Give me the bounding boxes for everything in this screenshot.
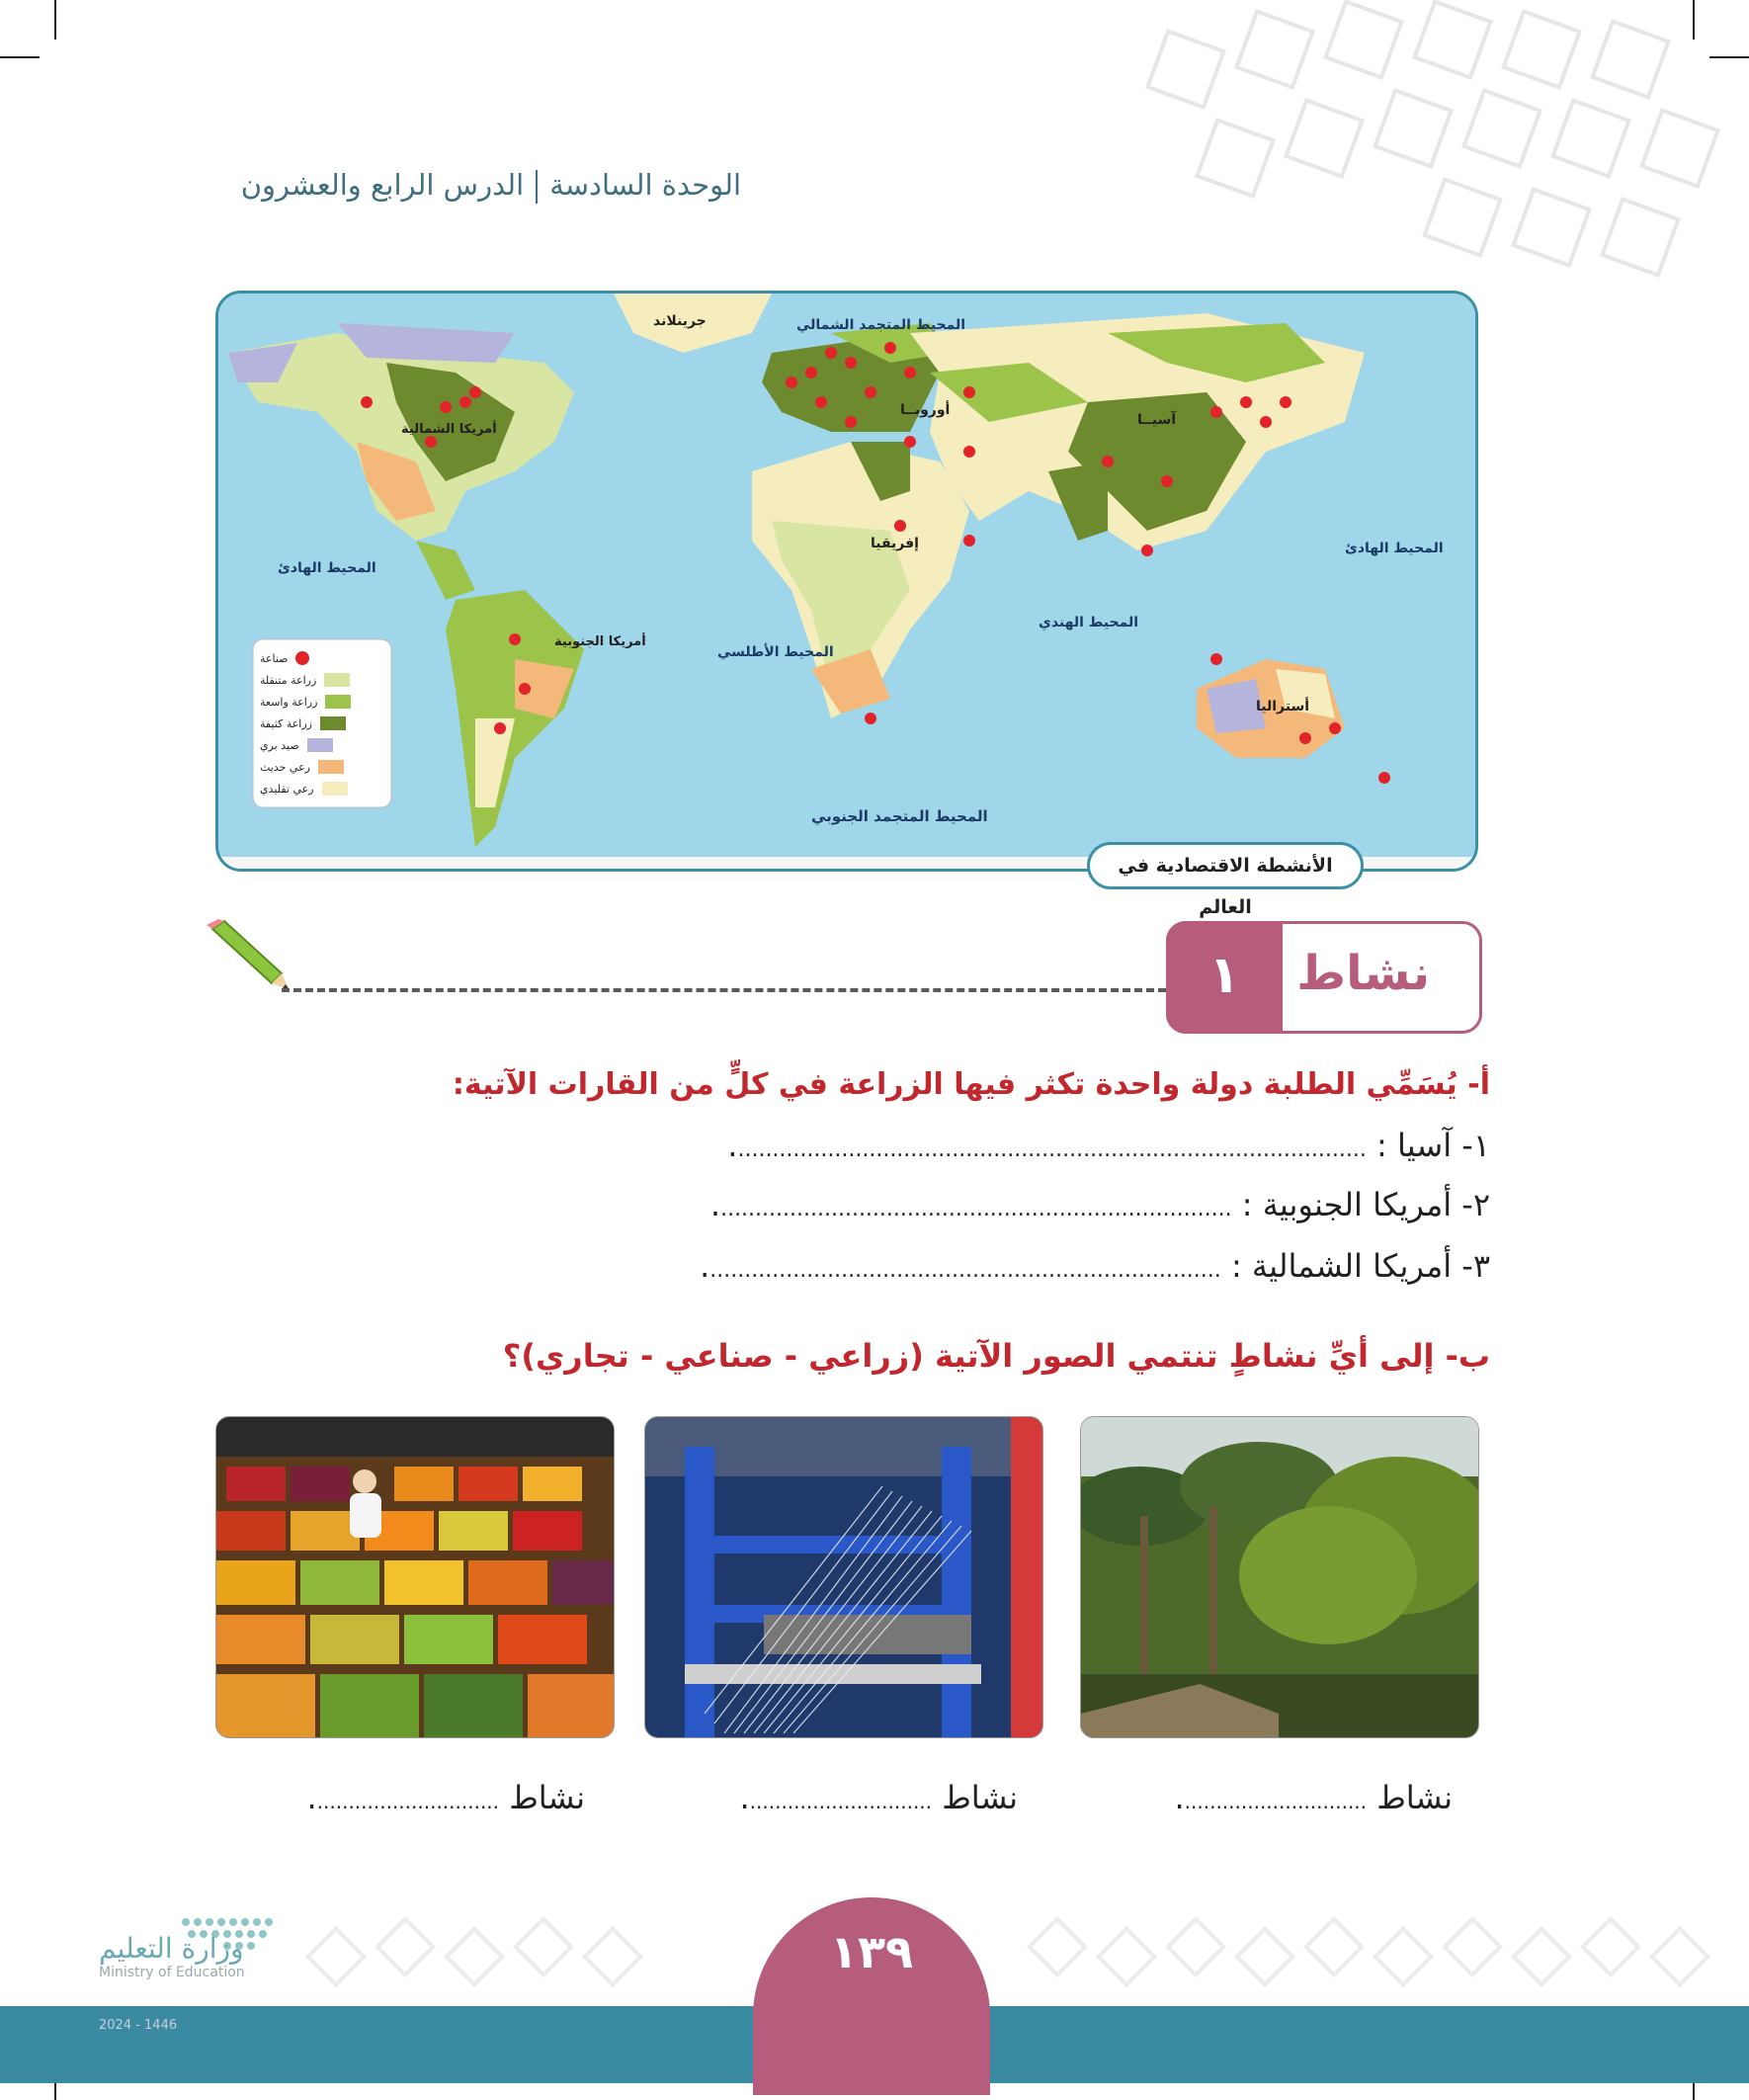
- answer-line-north-america[interactable]: [700, 1247, 1490, 1285]
- legend-swatch: [318, 760, 344, 774]
- map-drawing: [218, 294, 1478, 872]
- label-atlantic: المحيط الأطلسي: [717, 644, 834, 660]
- label-south-america: أمريكا الجنوبية: [554, 634, 646, 649]
- answer-label: ٢- أمريكا الجنوبية :: [1241, 1186, 1490, 1223]
- answer-dots: ..........................................................................: [720, 1197, 1232, 1221]
- answer-end: .: [306, 1779, 317, 1816]
- answer-dots: ...........................................................................................: [737, 1137, 1367, 1162]
- answer-photo-3[interactable]: [306, 1779, 585, 1816]
- legend-swatch: [325, 695, 351, 709]
- legend-swatch: [295, 651, 309, 665]
- photo-textile-factory: [644, 1416, 1043, 1738]
- label-europe: أوروبــا: [900, 402, 951, 418]
- legend-item: زراعة متنقلة: [260, 669, 386, 691]
- answer-dots: .............................: [749, 1790, 933, 1813]
- header-separator: [536, 170, 538, 204]
- answer-label: نشاط: [509, 1779, 585, 1816]
- lesson-header: [241, 168, 741, 204]
- answer-dots: ..........................................................................: [709, 1258, 1221, 1283]
- label-north-america: أمريكا الشمالية: [401, 422, 497, 437]
- legend-item: زراعة واسعة: [260, 691, 386, 713]
- footer-decorative-tiles: [296, 1878, 1749, 2006]
- answer-line-asia[interactable]: [727, 1127, 1490, 1164]
- legend-item: صيد بري: [260, 734, 386, 756]
- decorative-tiles: [1057, 0, 1749, 296]
- label-arctic: المحيط المتجمد الشمالي: [796, 317, 966, 333]
- unit-title: الوحدة السادسة: [549, 168, 741, 202]
- label-asia: آسيــا: [1137, 412, 1177, 428]
- activity-label: نشاط: [1296, 946, 1430, 1001]
- legend-item: رعي تقليدي: [260, 778, 386, 799]
- answer-end: .: [727, 1127, 738, 1164]
- legend-swatch: [320, 716, 346, 730]
- world-economic-map: [215, 291, 1478, 872]
- label-indian: المحيط الهندي: [1039, 615, 1139, 630]
- answer-end: .: [739, 1779, 750, 1816]
- legend-item: رعي حديث: [260, 756, 386, 778]
- crop-mark: [0, 56, 40, 58]
- ministry-name-en: Ministry of Education: [99, 1965, 245, 1980]
- question-b: ب- إلى أيِّ نشاطٍ تنتمي الصور الآتية (زراعي - صناعي - تجاري)؟: [502, 1337, 1490, 1375]
- answer-label: نشاط: [942, 1779, 1018, 1816]
- answer-end: .: [700, 1247, 710, 1285]
- answer-label: نشاط: [1376, 1779, 1453, 1816]
- map-caption: الأنشطة الاقتصادية في العالم: [1087, 842, 1364, 889]
- label-southern: المحيط المتجمد الجنوبي: [811, 807, 988, 825]
- label-greenland: جرينلاند: [653, 313, 707, 329]
- page-number: ١٣٩: [829, 1925, 914, 1978]
- legend-item: زراعة كثيفة: [260, 713, 386, 734]
- photo-fruit-market: [215, 1416, 615, 1738]
- photo-date-palms: [1080, 1416, 1479, 1738]
- answer-dots: .............................: [316, 1790, 500, 1813]
- pencil-icon: [203, 919, 292, 993]
- label-australia: أستراليا: [1256, 699, 1310, 714]
- edition-year: 2024 - 1446: [99, 2018, 178, 2033]
- question-a: أ- يُسَمِّي الطلبة دولة واحدة تكثر فيها الزراعة في كلٍّ من القارات الآتية:: [452, 1067, 1490, 1102]
- lesson-title: الدرس الرابع والعشرون: [240, 168, 525, 202]
- ministry-name: وزارة التعليم: [99, 1932, 244, 1965]
- label-pacific-left: المحيط الهادئ: [278, 560, 376, 576]
- crop-mark: [54, 0, 56, 40]
- answer-photo-2[interactable]: [739, 1779, 1018, 1816]
- activity-number: ١: [1166, 921, 1283, 1034]
- answer-label: ٣- أمريكا الشمالية :: [1230, 1247, 1490, 1285]
- answer-end: .: [709, 1186, 721, 1223]
- label-pacific-right: المحيط الهادئ: [1345, 541, 1444, 556]
- label-africa: إفريقيا: [871, 536, 919, 551]
- legend-swatch: [322, 782, 348, 796]
- answer-line-south-america[interactable]: [710, 1186, 1490, 1223]
- legend-swatch: [324, 673, 350, 687]
- legend-list: [260, 647, 386, 799]
- answer-end: .: [1174, 1779, 1185, 1816]
- activity-box: [1166, 921, 1482, 1034]
- answer-label: ١- آسيا :: [1376, 1127, 1490, 1164]
- answer-photo-1[interactable]: [1174, 1779, 1453, 1816]
- legend-item: صناعة: [260, 647, 386, 669]
- legend-swatch: [307, 738, 333, 752]
- answer-dots: .............................: [1184, 1790, 1368, 1813]
- dashed-divider: [282, 988, 1166, 992]
